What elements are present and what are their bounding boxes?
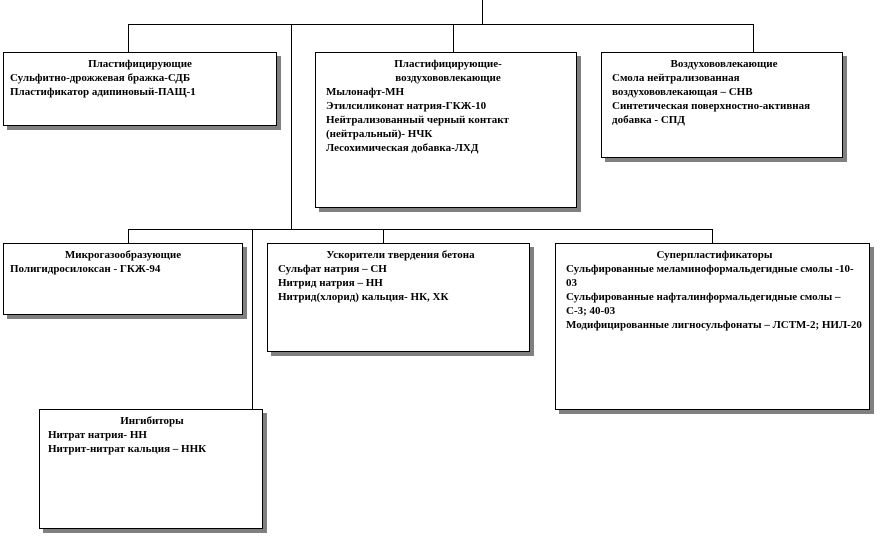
box-accelerators [267, 243, 530, 352]
box-plasticizing-air-entraining-line: Этилсиликонат натрия-ГКЖ-10 [326, 100, 487, 112]
connector-trunk [291, 24, 292, 229]
connector-drop-superplasticizers [712, 229, 713, 243]
box-inhibitors-title: Ингибиторы [120, 415, 184, 427]
connector-top-horizontal [128, 24, 753, 25]
box-inhibitors-line: Нитрат натрия- НН [48, 429, 147, 441]
box-superplasticizers-title: Суперпластификаторы [656, 249, 773, 261]
box-microgas-line: Полигидросилоксан - ГКЖ-94 [10, 263, 161, 275]
box-superplasticizers [555, 243, 870, 410]
box-superplasticizers-line: Модифицированные лигносульфонаты – ЛСТМ-2; НИЛ-20 [566, 319, 862, 331]
box-plasticizing-air-entraining-line: Мылонафт-МН [326, 86, 405, 98]
box-inhibitors-line: Нитрит-нитрат кальция – ННК [48, 443, 207, 455]
connector-drop-plasticizing [128, 24, 129, 52]
box-inhibitors [39, 409, 263, 529]
box-plasticizing-air-entraining-line: Нейтрализованный черный контакт (нейтральный)- НЧК [326, 114, 509, 140]
box-air-entraining-title: Воздухововлекающие [670, 58, 778, 70]
connector-top-stem [482, 0, 483, 24]
connector-middle-horizontal [128, 229, 712, 230]
connector-drop-plasticizing-air [453, 24, 454, 52]
connector-drop-accelerators [383, 229, 384, 243]
box-plasticizing-air-entraining-title: Пластифицирующие- воздухововлекающие [394, 58, 502, 84]
connector-drop-microgas [128, 229, 129, 243]
box-air-entraining-line: Синтетическая поверхностно-активная добавка - СПД [612, 100, 811, 126]
box-air-entraining-line: Смола нейтрализованная воздухововлекающая – СНВ [612, 72, 753, 98]
box-microgas-title: Микрогазообразующие [64, 249, 182, 261]
box-accelerators-line: Сульфат натрия – СН [278, 263, 387, 275]
box-superplasticizers-line: Сульфированные нафталинформальдегидные смолы – С-3; 40-03 [566, 291, 841, 317]
connector-drop-inhibitors-stem [252, 229, 253, 409]
box-microgas [3, 243, 243, 315]
box-plasticizing-air-entraining-line: Лесохимическая добавка-ЛХД [326, 142, 479, 154]
connector-drop-air-entraining [753, 24, 754, 52]
box-plasticizing-line: Пластификатор адипиновый-ПАЩ-1 [10, 86, 196, 98]
box-superplasticizers-line: Сульфированные меламиноформальдегидные смолы -10-03 [566, 263, 854, 289]
box-accelerators-line: Нитрид(хлорид) кальция- НК, ХК [278, 291, 449, 303]
box-plasticizing-line: Сульфитно-дрожжевая бражка-СДБ [10, 72, 191, 84]
box-accelerators-line: Нитрид натрия – НН [278, 277, 383, 289]
box-plasticizing-air-entraining [315, 52, 577, 208]
box-accelerators-title: Ускорители твердения бетона [326, 249, 475, 261]
box-air-entraining [601, 52, 843, 158]
box-plasticizing [3, 52, 277, 126]
box-plasticizing-title: Пластифицирующие [88, 58, 192, 70]
